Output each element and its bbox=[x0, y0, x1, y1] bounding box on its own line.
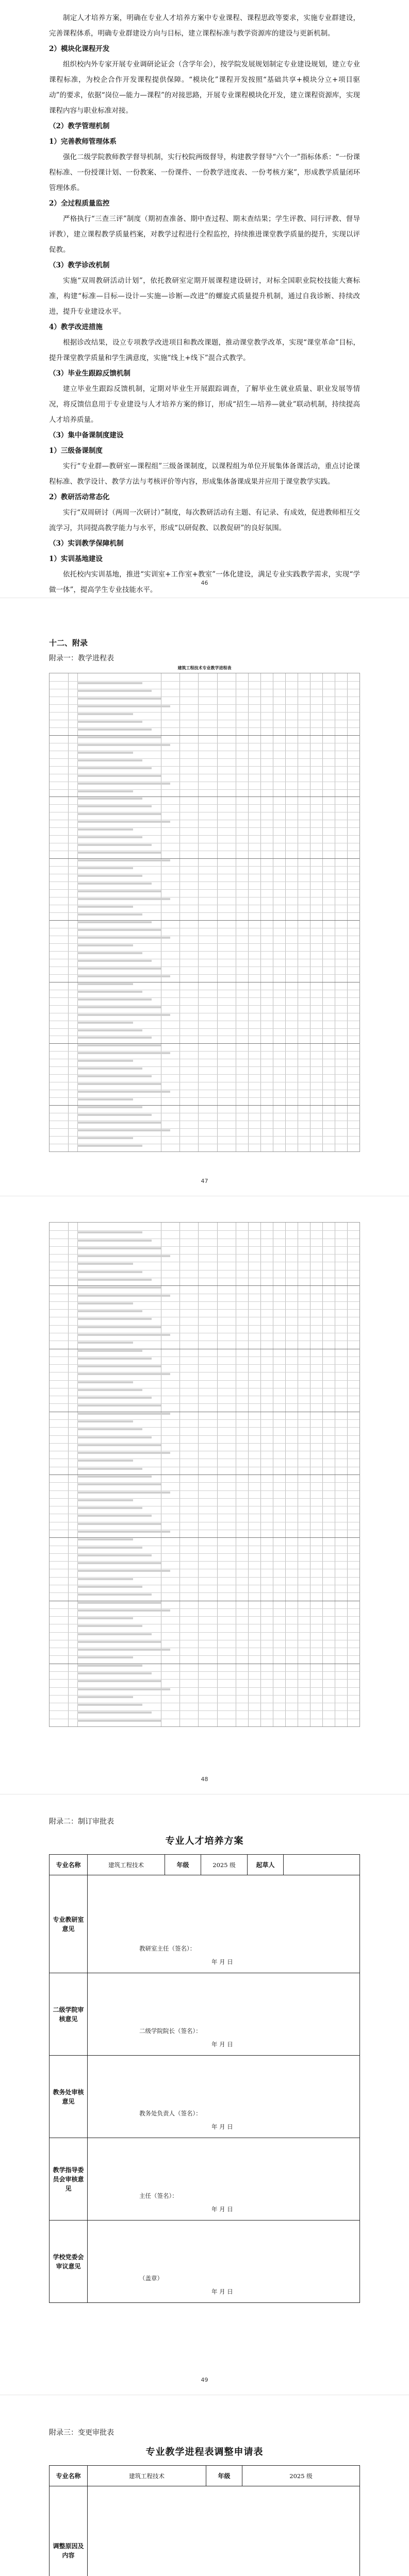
section-heading: （3）毕业生跟踪反馈机制 bbox=[49, 369, 130, 378]
illegible-text-stroke bbox=[77, 1696, 133, 1698]
body-paragraph: 根据诊改结果，设立专项教学改进项目和教改课题，推动课堂教学改革，实现“课堂革命”目标，提升课堂教学质量和学生满意度，实施“线上+线下”混合式教学。 bbox=[49, 338, 360, 362]
body-paragraph: 实行“双周研讨（两周一次研讨）”制度，每次教研活动有主题、有记录、有成效，促进教师相互交流学习，共同提高教学能力与水平，形成“以研促教、以教促研”的良好氛围。 bbox=[49, 509, 360, 532]
illegible-text-stroke bbox=[77, 1594, 152, 1596]
illegible-text-stroke bbox=[77, 1586, 142, 1588]
illegible-text-stroke bbox=[77, 1240, 152, 1242]
page1-text-content bbox=[49, 10, 360, 598]
drafter-value bbox=[284, 1855, 360, 1875]
grid-line bbox=[50, 727, 359, 728]
major-name-value: 建筑工程技术 bbox=[88, 2466, 206, 2486]
illegible-text-stroke bbox=[77, 721, 142, 723]
illegible-text-stroke bbox=[77, 1098, 133, 1100]
illegible-text-stroke bbox=[77, 1554, 152, 1556]
grid-line bbox=[50, 1051, 359, 1052]
approval-form-row bbox=[50, 1875, 360, 1973]
illegible-text-stroke bbox=[77, 1578, 133, 1580]
grid-line bbox=[50, 1632, 359, 1633]
grid-line bbox=[50, 974, 359, 975]
grid-line bbox=[50, 1687, 359, 1688]
illegible-text-stroke bbox=[77, 1460, 133, 1462]
illegible-text-stroke bbox=[77, 1538, 133, 1540]
signature-line: （盖章） bbox=[139, 2275, 163, 2282]
date-line: 年 月 日 bbox=[211, 2288, 233, 2295]
section-heading: 4）教学改进措施 bbox=[49, 323, 103, 331]
illegible-text-stroke bbox=[77, 775, 161, 777]
illegible-text-stroke bbox=[77, 728, 152, 731]
teaching-schedule-table-continued-image bbox=[49, 1222, 360, 1727]
illegible-text-stroke bbox=[77, 1334, 170, 1336]
grid-line bbox=[50, 1592, 359, 1593]
signature-line: 教务处负责人（签名）： bbox=[139, 2110, 202, 2117]
illegible-text-stroke bbox=[77, 813, 161, 815]
grid-line bbox=[50, 1443, 359, 1444]
grid-line bbox=[50, 889, 359, 890]
illegible-text-stroke bbox=[77, 1083, 161, 1085]
grid-line bbox=[50, 1074, 359, 1075]
illegible-text-stroke bbox=[77, 713, 133, 715]
schedule-table-caption: 建筑工程技术专业教学进程表 bbox=[177, 666, 232, 670]
illegible-text-stroke bbox=[77, 1547, 142, 1549]
illegible-text-stroke bbox=[77, 1263, 133, 1265]
illegible-text-stroke bbox=[77, 744, 170, 746]
grid-line bbox=[50, 1608, 359, 1609]
approval-row-label: 学校党委会审议意见 bbox=[50, 2221, 88, 2303]
illegible-text-stroke bbox=[77, 1404, 161, 1406]
signature-line: 二级学院院长（签名）： bbox=[139, 2027, 202, 2035]
illegible-text-stroke bbox=[77, 1114, 152, 1116]
grid-line bbox=[50, 1028, 359, 1029]
illegible-text-stroke bbox=[77, 798, 142, 800]
illegible-text-stroke bbox=[77, 1531, 170, 1533]
document-page-1 bbox=[0, 0, 409, 598]
change-form-row bbox=[50, 2486, 360, 2576]
illegible-text-stroke bbox=[77, 1492, 170, 1494]
approval-form-title: 专业人才培养方案 bbox=[165, 1836, 244, 1846]
illegible-text-stroke bbox=[77, 1688, 170, 1690]
illegible-text-stroke bbox=[77, 1389, 142, 1391]
illegible-text-stroke bbox=[77, 1318, 152, 1320]
approval-form-header-row bbox=[50, 1855, 360, 1875]
page-number: 46 bbox=[201, 580, 208, 586]
approval-row-content bbox=[88, 2056, 360, 2138]
illegible-text-stroke bbox=[77, 1137, 133, 1139]
appendix-2-label: 附录二：制订审批表 bbox=[49, 1818, 114, 1826]
document-page-4 bbox=[0, 1794, 409, 2395]
signature-line: 教研室主任（签名）： bbox=[139, 1945, 196, 1952]
grid-line bbox=[50, 1301, 359, 1302]
illegible-text-stroke bbox=[77, 1397, 152, 1399]
grid-line bbox=[50, 1498, 359, 1499]
illegible-text-stroke bbox=[77, 1358, 152, 1360]
grid-line bbox=[50, 1403, 359, 1404]
illegible-text-stroke bbox=[77, 1515, 152, 1517]
section-heading: （3）集中备课制度建设 bbox=[49, 431, 124, 439]
approval-row-content bbox=[88, 1973, 360, 2056]
illegible-text-stroke bbox=[77, 1129, 170, 1131]
illegible-text-stroke bbox=[77, 821, 170, 823]
drafter-label: 起草人 bbox=[248, 1855, 284, 1875]
illegible-text-stroke bbox=[77, 1310, 142, 1312]
illegible-text-stroke bbox=[77, 1625, 142, 1627]
illegible-text-stroke bbox=[77, 1302, 133, 1304]
illegible-text-stroke bbox=[77, 898, 170, 900]
major-name-label: 专业名称 bbox=[50, 2466, 88, 2486]
change-form-table bbox=[49, 2465, 360, 2576]
major-name-label: 专业名称 bbox=[50, 1855, 88, 1875]
grid-line bbox=[50, 1128, 359, 1129]
illegible-text-stroke bbox=[77, 1483, 161, 1485]
body-paragraph: 实行“专业群—教研室—课程组”三级备课制度，以课程组为单位开展集体备课活动，重点讨论课程标准、教学设计、教学方法与考核评价等内容，形成集体备课成果并应用于课堂教学实践。 bbox=[49, 462, 360, 486]
illegible-text-stroke bbox=[77, 1247, 161, 1249]
date-line: 年 月 日 bbox=[211, 2041, 233, 2048]
grid-line bbox=[50, 1435, 359, 1436]
illegible-text-stroke bbox=[77, 1507, 142, 1509]
section-heading: （3）实训教学保障机制 bbox=[49, 539, 124, 548]
illegible-text-stroke bbox=[77, 1420, 133, 1422]
illegible-text-stroke bbox=[77, 991, 142, 993]
page-number: 49 bbox=[201, 2377, 208, 2383]
section-heading: 1）实训基地建设 bbox=[49, 555, 103, 563]
grid-line bbox=[50, 1246, 359, 1247]
grid-line bbox=[50, 1136, 359, 1137]
grid-line bbox=[50, 1005, 359, 1006]
grid-line bbox=[50, 1710, 359, 1711]
grid-line bbox=[50, 1419, 359, 1420]
illegible-text-stroke bbox=[77, 890, 161, 892]
illegible-text-stroke bbox=[77, 1641, 161, 1643]
illegible-text-stroke bbox=[77, 1452, 170, 1454]
grade-label: 年级 bbox=[206, 2466, 242, 2486]
grid-line bbox=[50, 789, 359, 790]
date-line: 年 月 日 bbox=[211, 2123, 233, 2130]
illegible-text-stroke bbox=[77, 844, 152, 846]
body-paragraph: 严格执行“三查三评”制度（期初查准备、期中查过程、期末查结果；学生评教、同行评教、督导评教），建立课程教学质量档案，对教学过程进行全程监控，持续推进课堂教学质量的提升，实现以评促教。 bbox=[49, 215, 360, 254]
illegible-text-stroke bbox=[77, 1350, 142, 1352]
illegible-text-stroke bbox=[77, 1052, 170, 1054]
body-paragraph: 组织校内外专家开展专业调研论证会（含学年会），按学院发展规划制定专业建设规划，建立专业课程标准，为校企合作开发课程提供保障。“模块化”课程开发按照“基础共享+模块分立+项目驱动”的要求，依据“岗位—能力—课程”的对接思路，开展专业课程模块化开发，建立课程资源库，实现课程内容与职业标准对接。 bbox=[49, 60, 360, 115]
illegible-text-stroke bbox=[77, 1037, 152, 1039]
grid-line bbox=[50, 796, 359, 797]
grid-line bbox=[50, 1577, 359, 1578]
body-paragraph: 实施“双周教研活动计划”，依托教研室定期开展课程建设研讨，对标全国职业院校技能大赛标准，构建“标准—目标—设计—实施—诊断—改进”的螺旋式质量提升机制，通过自我诊断、持续改进，提升专业建设水平。 bbox=[49, 277, 360, 316]
grid-line bbox=[50, 1537, 359, 1538]
illegible-text-stroke bbox=[77, 1044, 161, 1046]
illegible-text-stroke bbox=[77, 705, 170, 707]
approval-row-label: 二级学院审核意见 bbox=[50, 1973, 88, 2056]
grid-line bbox=[50, 951, 359, 952]
section-heading: （3）教学诊改机制 bbox=[49, 261, 110, 269]
illegible-text-stroke bbox=[77, 1231, 142, 1233]
grid-line bbox=[50, 766, 359, 767]
grid-line bbox=[50, 827, 359, 828]
grid-line bbox=[50, 1671, 359, 1672]
illegible-text-stroke bbox=[77, 1602, 161, 1604]
grid-line bbox=[50, 704, 359, 705]
illegible-text-stroke bbox=[77, 859, 170, 861]
approval-form-row bbox=[50, 2221, 360, 2303]
grid-line bbox=[50, 1561, 359, 1562]
illegible-text-stroke bbox=[77, 1617, 133, 1619]
illegible-text-stroke bbox=[77, 852, 161, 854]
illegible-text-stroke bbox=[77, 1656, 133, 1658]
body-paragraph: 依托校内实训基地，推进“实训室+工作室+教室”一体化建设，满足专业实践教学需求，实现“学做一体”，提高学生专业技能水平。 bbox=[49, 570, 360, 594]
illegible-text-stroke bbox=[77, 828, 133, 831]
illegible-text-stroke bbox=[77, 1145, 142, 1147]
section-heading: 1）三级备课制度 bbox=[49, 447, 103, 455]
illegible-text-stroke bbox=[77, 1704, 142, 1706]
illegible-text-stroke bbox=[77, 1006, 161, 1008]
grid-line bbox=[50, 1655, 359, 1656]
grid-line bbox=[50, 758, 359, 759]
illegible-text-stroke bbox=[77, 1067, 142, 1070]
grid-line bbox=[50, 920, 359, 921]
illegible-text-stroke bbox=[77, 752, 133, 754]
illegible-text-stroke bbox=[77, 1468, 142, 1470]
grid-line bbox=[50, 1616, 359, 1617]
grid-line bbox=[50, 1380, 359, 1381]
illegible-text-stroke bbox=[77, 736, 161, 738]
illegible-text-stroke bbox=[77, 921, 152, 923]
approval-row-content bbox=[88, 2138, 360, 2221]
grid-line bbox=[50, 1097, 359, 1098]
approval-form-table bbox=[49, 1854, 360, 2303]
illegible-text-stroke bbox=[77, 1523, 161, 1525]
grid-line bbox=[50, 1695, 359, 1696]
signature-line: 主任（签名）： bbox=[139, 2192, 178, 2199]
appendix-heading: 十二、附录 bbox=[49, 638, 88, 648]
illegible-text-stroke bbox=[77, 1255, 170, 1257]
illegible-text-stroke bbox=[77, 759, 142, 761]
illegible-text-stroke bbox=[77, 1279, 152, 1281]
illegible-text-stroke bbox=[77, 698, 161, 700]
illegible-text-stroke bbox=[77, 929, 161, 931]
illegible-text-stroke bbox=[77, 1720, 161, 1722]
change-row-label: 调整原因及内容 bbox=[50, 2486, 88, 2576]
illegible-text-stroke bbox=[77, 867, 133, 869]
section-heading: 2）模块化课程开发 bbox=[49, 45, 110, 53]
approval-form-rows bbox=[50, 1875, 360, 2303]
grid-line bbox=[50, 1553, 359, 1554]
section-heading: 1）完善教师管理体系 bbox=[49, 138, 117, 146]
illegible-text-stroke bbox=[77, 1476, 152, 1478]
illegible-text-stroke bbox=[77, 1680, 161, 1682]
grid-line bbox=[50, 858, 359, 859]
grid-line bbox=[50, 1254, 359, 1255]
grid-line bbox=[50, 1364, 359, 1365]
illegible-text-stroke bbox=[77, 1428, 142, 1430]
illegible-text-stroke bbox=[77, 1413, 170, 1415]
illegible-text-stroke bbox=[77, 1295, 170, 1297]
body-paragraph: 建立毕业生跟踪反馈机制，定期对毕业生开展跟踪调查，了解毕业生就业质量、职业发展等情况，将反馈信息用于专业建设与人才培养方案的修订，形成“招生—培养—就业”联动机制，持续提高人才培养质量。 bbox=[49, 385, 360, 424]
illegible-text-stroke bbox=[77, 1060, 133, 1062]
illegible-text-stroke bbox=[77, 952, 142, 954]
illegible-text-stroke bbox=[77, 937, 170, 939]
illegible-text-stroke bbox=[77, 1091, 170, 1093]
teaching-schedule-table-image bbox=[49, 673, 360, 1152]
illegible-text-stroke bbox=[77, 1633, 152, 1635]
illegible-text-stroke bbox=[77, 805, 152, 807]
illegible-text-stroke bbox=[77, 1075, 152, 1077]
grid-line bbox=[50, 1325, 359, 1326]
approval-form-row bbox=[50, 2056, 360, 2138]
illegible-text-stroke bbox=[77, 1499, 133, 1501]
grid-line bbox=[50, 1490, 359, 1491]
section-heading: 2）教研活动常态化 bbox=[49, 493, 110, 501]
illegible-text-stroke bbox=[77, 875, 142, 877]
illegible-text-stroke bbox=[77, 1570, 170, 1572]
illegible-text-stroke bbox=[77, 883, 152, 885]
illegible-text-stroke bbox=[77, 913, 142, 916]
illegible-text-stroke bbox=[77, 1649, 170, 1651]
illegible-text-stroke bbox=[77, 682, 142, 684]
grid-line bbox=[50, 804, 359, 805]
illegible-text-stroke bbox=[77, 1022, 133, 1024]
section-heading: 2）全过程质量监控 bbox=[49, 199, 110, 208]
appendix-1-label: 附录一：教学进程表 bbox=[49, 654, 114, 663]
illegible-text-stroke bbox=[77, 790, 133, 792]
document-page-5 bbox=[0, 2395, 409, 2576]
grid-line bbox=[50, 1066, 359, 1067]
document-page-3 bbox=[0, 1196, 409, 1794]
grid-line bbox=[50, 681, 359, 682]
illegible-text-stroke bbox=[77, 1271, 142, 1273]
approval-row-content bbox=[88, 1875, 360, 1973]
page-number: 47 bbox=[201, 1178, 208, 1184]
illegible-text-stroke bbox=[77, 1029, 142, 1031]
major-name-value: 建筑工程技术 bbox=[88, 1855, 165, 1875]
illegible-text-stroke bbox=[77, 690, 152, 692]
change-form-header-row bbox=[50, 2466, 360, 2486]
illegible-text-stroke bbox=[77, 944, 133, 946]
date-line: 年 月 日 bbox=[211, 1958, 233, 1965]
grid-line bbox=[50, 912, 359, 913]
section-heading: （2）教学管理机制 bbox=[49, 122, 110, 130]
grade-label: 年级 bbox=[165, 1855, 201, 1875]
grid-line bbox=[50, 1105, 359, 1106]
change-form-rows bbox=[50, 2486, 360, 2576]
grade-value: 2025 级 bbox=[242, 2466, 360, 2486]
grid-line bbox=[50, 866, 359, 867]
approval-row-content bbox=[88, 2221, 360, 2303]
page-number: 48 bbox=[201, 1776, 208, 1783]
grid-line bbox=[50, 1679, 359, 1680]
illegible-text-stroke bbox=[77, 783, 170, 785]
grid-line bbox=[50, 997, 359, 998]
appendix-3-label: 附录三：变更审批表 bbox=[49, 2429, 114, 2437]
illegible-text-stroke bbox=[77, 836, 142, 838]
approval-form-row bbox=[50, 2138, 360, 2221]
illegible-text-stroke bbox=[77, 960, 152, 962]
date-line: 年 月 日 bbox=[211, 2206, 233, 2213]
grid-line bbox=[50, 835, 359, 836]
change-form-title: 专业教学进程表调整申请表 bbox=[145, 2447, 264, 2458]
illegible-text-stroke bbox=[77, 998, 152, 1001]
illegible-text-stroke bbox=[77, 1286, 161, 1289]
illegible-text-stroke bbox=[77, 1381, 133, 1383]
grade-value: 2025 级 bbox=[201, 1855, 248, 1875]
grid-line bbox=[50, 943, 359, 944]
illegible-text-stroke bbox=[77, 1014, 170, 1016]
illegible-text-stroke bbox=[77, 1122, 161, 1124]
illegible-text-stroke bbox=[77, 1562, 161, 1564]
grid-line bbox=[50, 1427, 359, 1428]
illegible-text-stroke bbox=[77, 1326, 161, 1328]
approval-row-label: 教务处审核意见 bbox=[50, 2056, 88, 2138]
illegible-text-stroke bbox=[77, 1106, 142, 1108]
body-paragraph: 制定人才培养方案，明确在专业人才培养方案中专业课程、课程思政等要求，实施专业群建设，完善课程体系，明确专业群建设方向与目标，建立课程标准与教学资源库的建设与更新机制。 bbox=[49, 14, 360, 38]
illegible-text-stroke bbox=[77, 1665, 142, 1667]
change-row-content bbox=[88, 2486, 360, 2576]
illegible-text-stroke bbox=[77, 1444, 161, 1446]
document-page-2 bbox=[0, 598, 409, 1196]
grid-line bbox=[50, 1285, 359, 1286]
illegible-text-stroke bbox=[77, 1609, 170, 1612]
illegible-text-stroke bbox=[77, 767, 152, 769]
grid-line bbox=[50, 1230, 359, 1231]
illegible-text-stroke bbox=[77, 1373, 170, 1375]
illegible-text-stroke bbox=[77, 1342, 133, 1344]
illegible-text-stroke bbox=[77, 983, 133, 985]
illegible-text-stroke bbox=[77, 1436, 152, 1438]
body-paragraph: 强化二级学院教师教学督导机制，实行校院两级督导，构建教学督导“六个一”指标体系：“一份课程标准、一份授课计划、一份教案、一份课件、一份教学进度表、一份考核方案”，形成教学质量闭环管理体系。 bbox=[49, 153, 360, 192]
approval-form-row bbox=[50, 1973, 360, 2056]
illegible-text-stroke bbox=[77, 906, 133, 908]
grid-line bbox=[50, 1309, 359, 1310]
illegible-text-stroke bbox=[77, 968, 161, 970]
illegible-text-stroke bbox=[77, 1711, 152, 1714]
approval-row-label: 教学指导委员会审核意见 bbox=[50, 2138, 88, 2221]
illegible-text-stroke bbox=[77, 1365, 161, 1367]
illegible-text-stroke bbox=[77, 1672, 152, 1674]
grid-line bbox=[50, 712, 359, 713]
grid-line bbox=[50, 735, 359, 736]
grid-line bbox=[50, 1482, 359, 1483]
approval-row-label: 专业教研室意见 bbox=[50, 1875, 88, 1973]
illegible-text-stroke bbox=[77, 975, 170, 977]
grid-line bbox=[50, 1043, 359, 1044]
